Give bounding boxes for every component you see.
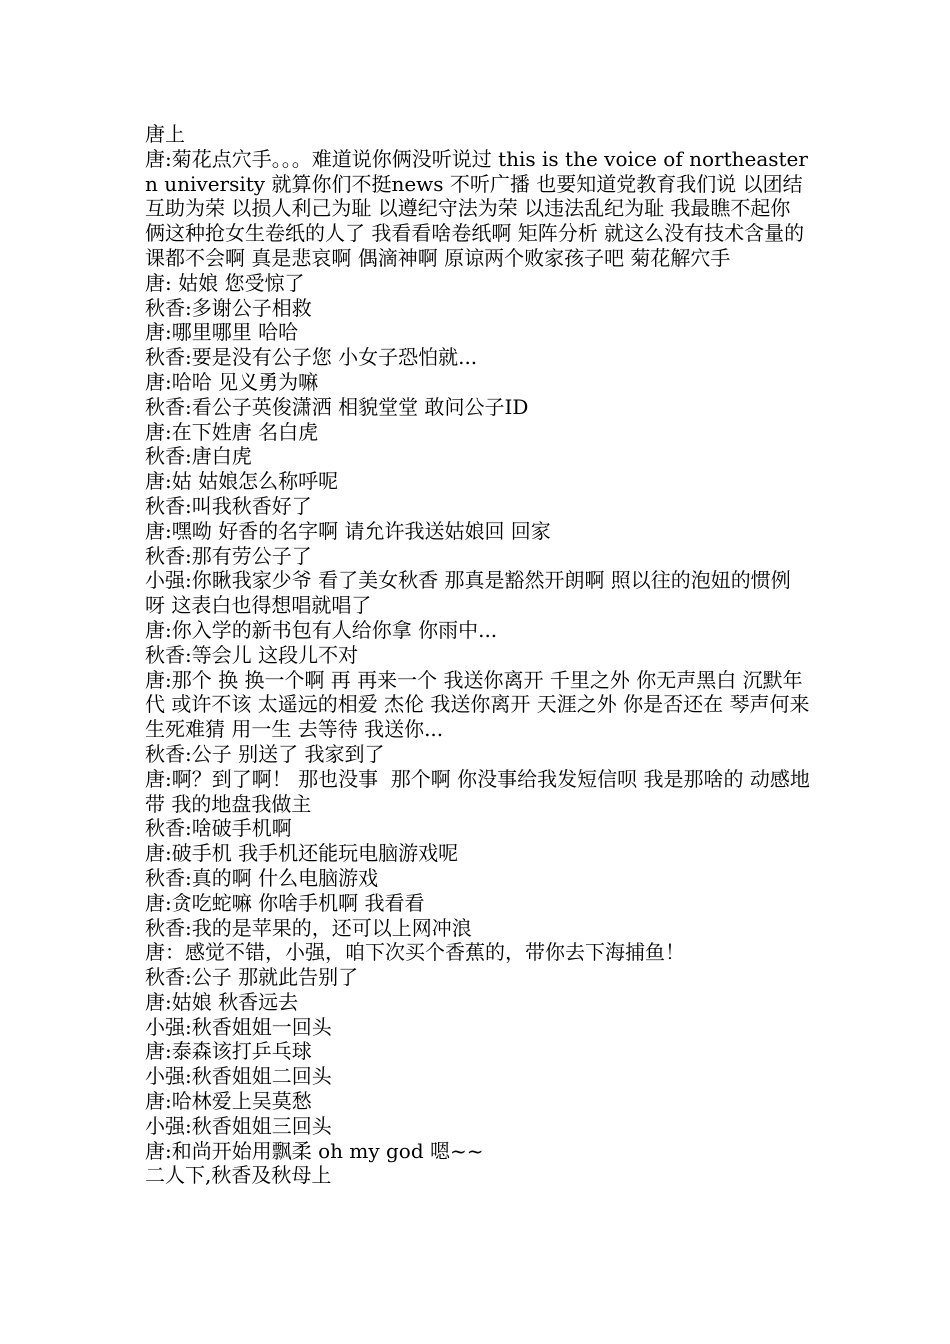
stage-direction: 唐上 — [145, 122, 185, 146]
dialogue-line: 唐:你入学的新书包有人给你拿 你雨中... — [145, 617, 498, 642]
dialogue-line: 秋香:公子 那就此告别了 — [145, 965, 359, 990]
dialogue-line: 秋香:公子 别送了 我家到了 — [145, 741, 385, 766]
dialogue-line: 秋香:唐白虎 — [145, 444, 252, 469]
dialogue-line: 唐:破手机 我手机还能玩电脑游戏呢 — [145, 841, 459, 866]
dialogue-line: 秋香:多谢公子相救 — [145, 295, 312, 320]
dialogue-line: 唐:哪里哪里 哈哈 — [145, 320, 299, 345]
dialogue-line: 秋香:等会儿 这段儿不对 — [145, 642, 359, 667]
dialogue-line: 秋香:那有劳公子了 — [145, 543, 312, 568]
stage-direction: 二人下,秋香及秋母上 — [145, 1163, 332, 1188]
dialogue-line: 秋香:啥破手机啊 — [145, 816, 292, 841]
dialogue-line: 唐:姑娘 秋香远去 — [145, 989, 299, 1014]
dialogue-line: 小强:秋香姐姐一回头 — [145, 1014, 332, 1039]
dialogue-line: 秋香:叫我秋香好了 — [145, 493, 312, 518]
dialogue-line: 唐:哈林爱上吴莫愁 — [145, 1089, 312, 1114]
dialogue-line: 小强:秋香姐姐二回头 — [145, 1064, 332, 1089]
dialogue-line: 唐:泰森该打乒乓球 — [145, 1039, 312, 1064]
dialogue-line: 唐:姑 姑娘怎么称呼呢 — [145, 469, 339, 494]
dialogue-line: 唐: 姑娘 您受惊了 — [145, 270, 305, 295]
dialogue-line: 秋香:真的啊 什么电脑游戏 — [145, 865, 379, 890]
dialogue-line: 秋香:要是没有公子您 小女子恐怕就... — [145, 345, 478, 370]
dialogue-line: 唐:贪吃蛇嘛 你啥手机啊 我看看 — [145, 890, 425, 915]
dialogue-line: 唐:和尚开始用飘柔 oh my god 嗯~~ — [145, 1138, 484, 1163]
dialogue-line: 唐:菊花点穴手。。。难道说你俩没听说过 this is the voice of northeastern university 就算你们不挺news 不听广播 也要知道党教育我们说 以团结互助为荣 以损人利己为耻 以遵纪守法为荣 以违法乱纪为耻 我最瞧不起你俩这种抢女生卷纸的人了 我看看啥卷纸啊 矩阵分析 就这么没有技术含量的课都不会啊 真是悲哀啊 偶滴神啊 原谅两个败家孩子吧 菊花解穴手 — [145, 146, 808, 270]
dialogue-line: 唐:嘿呦 好香的名字啊 请允许我送姑娘回 回家 — [145, 518, 551, 543]
dialogue-line: 小强:你瞅我家少爷 看了美女秋香 那真是豁然开朗啊 照以往的泡妞的惯例呀 这表白也得想唱就唱了 — [145, 568, 791, 618]
dialogue-line: 秋香:看公子英俊潇洒 相貌堂堂 敢问公子ID — [145, 394, 529, 419]
dialogue-line: 唐:啊？到了啊！ 那也没事 那个啊 你没事给我发短信呗 我是那啥的 动感地带 我的地盘我做主 — [145, 766, 810, 816]
dialogue-line: 唐:哈哈 见义勇为嘛 — [145, 369, 319, 394]
dialogue-line: 秋香:我的是苹果的，还可以上网冲浪 — [145, 915, 472, 940]
dialogue-line: 唐:那个 换 换一个啊 再 再来一个 我送你离开 千里之外 你无声黑白 沉默年代 或许不该 太遥远的相爱 杰伦 我送你离开 天涯之外 你是否还在 琴声何来 生死难猜 用一生 去等待 我送你... — [145, 667, 816, 742]
dialogue-line: 小强:秋香姐姐三回头 — [145, 1113, 332, 1138]
dialogue-line: 唐：感觉不错，小强，咱下次买个香蕉的，带你去下海捕鱼！ — [145, 940, 685, 965]
document-page — [145, 122, 816, 1188]
dialogue-line: 唐:在下姓唐 名白虎 — [145, 419, 319, 444]
